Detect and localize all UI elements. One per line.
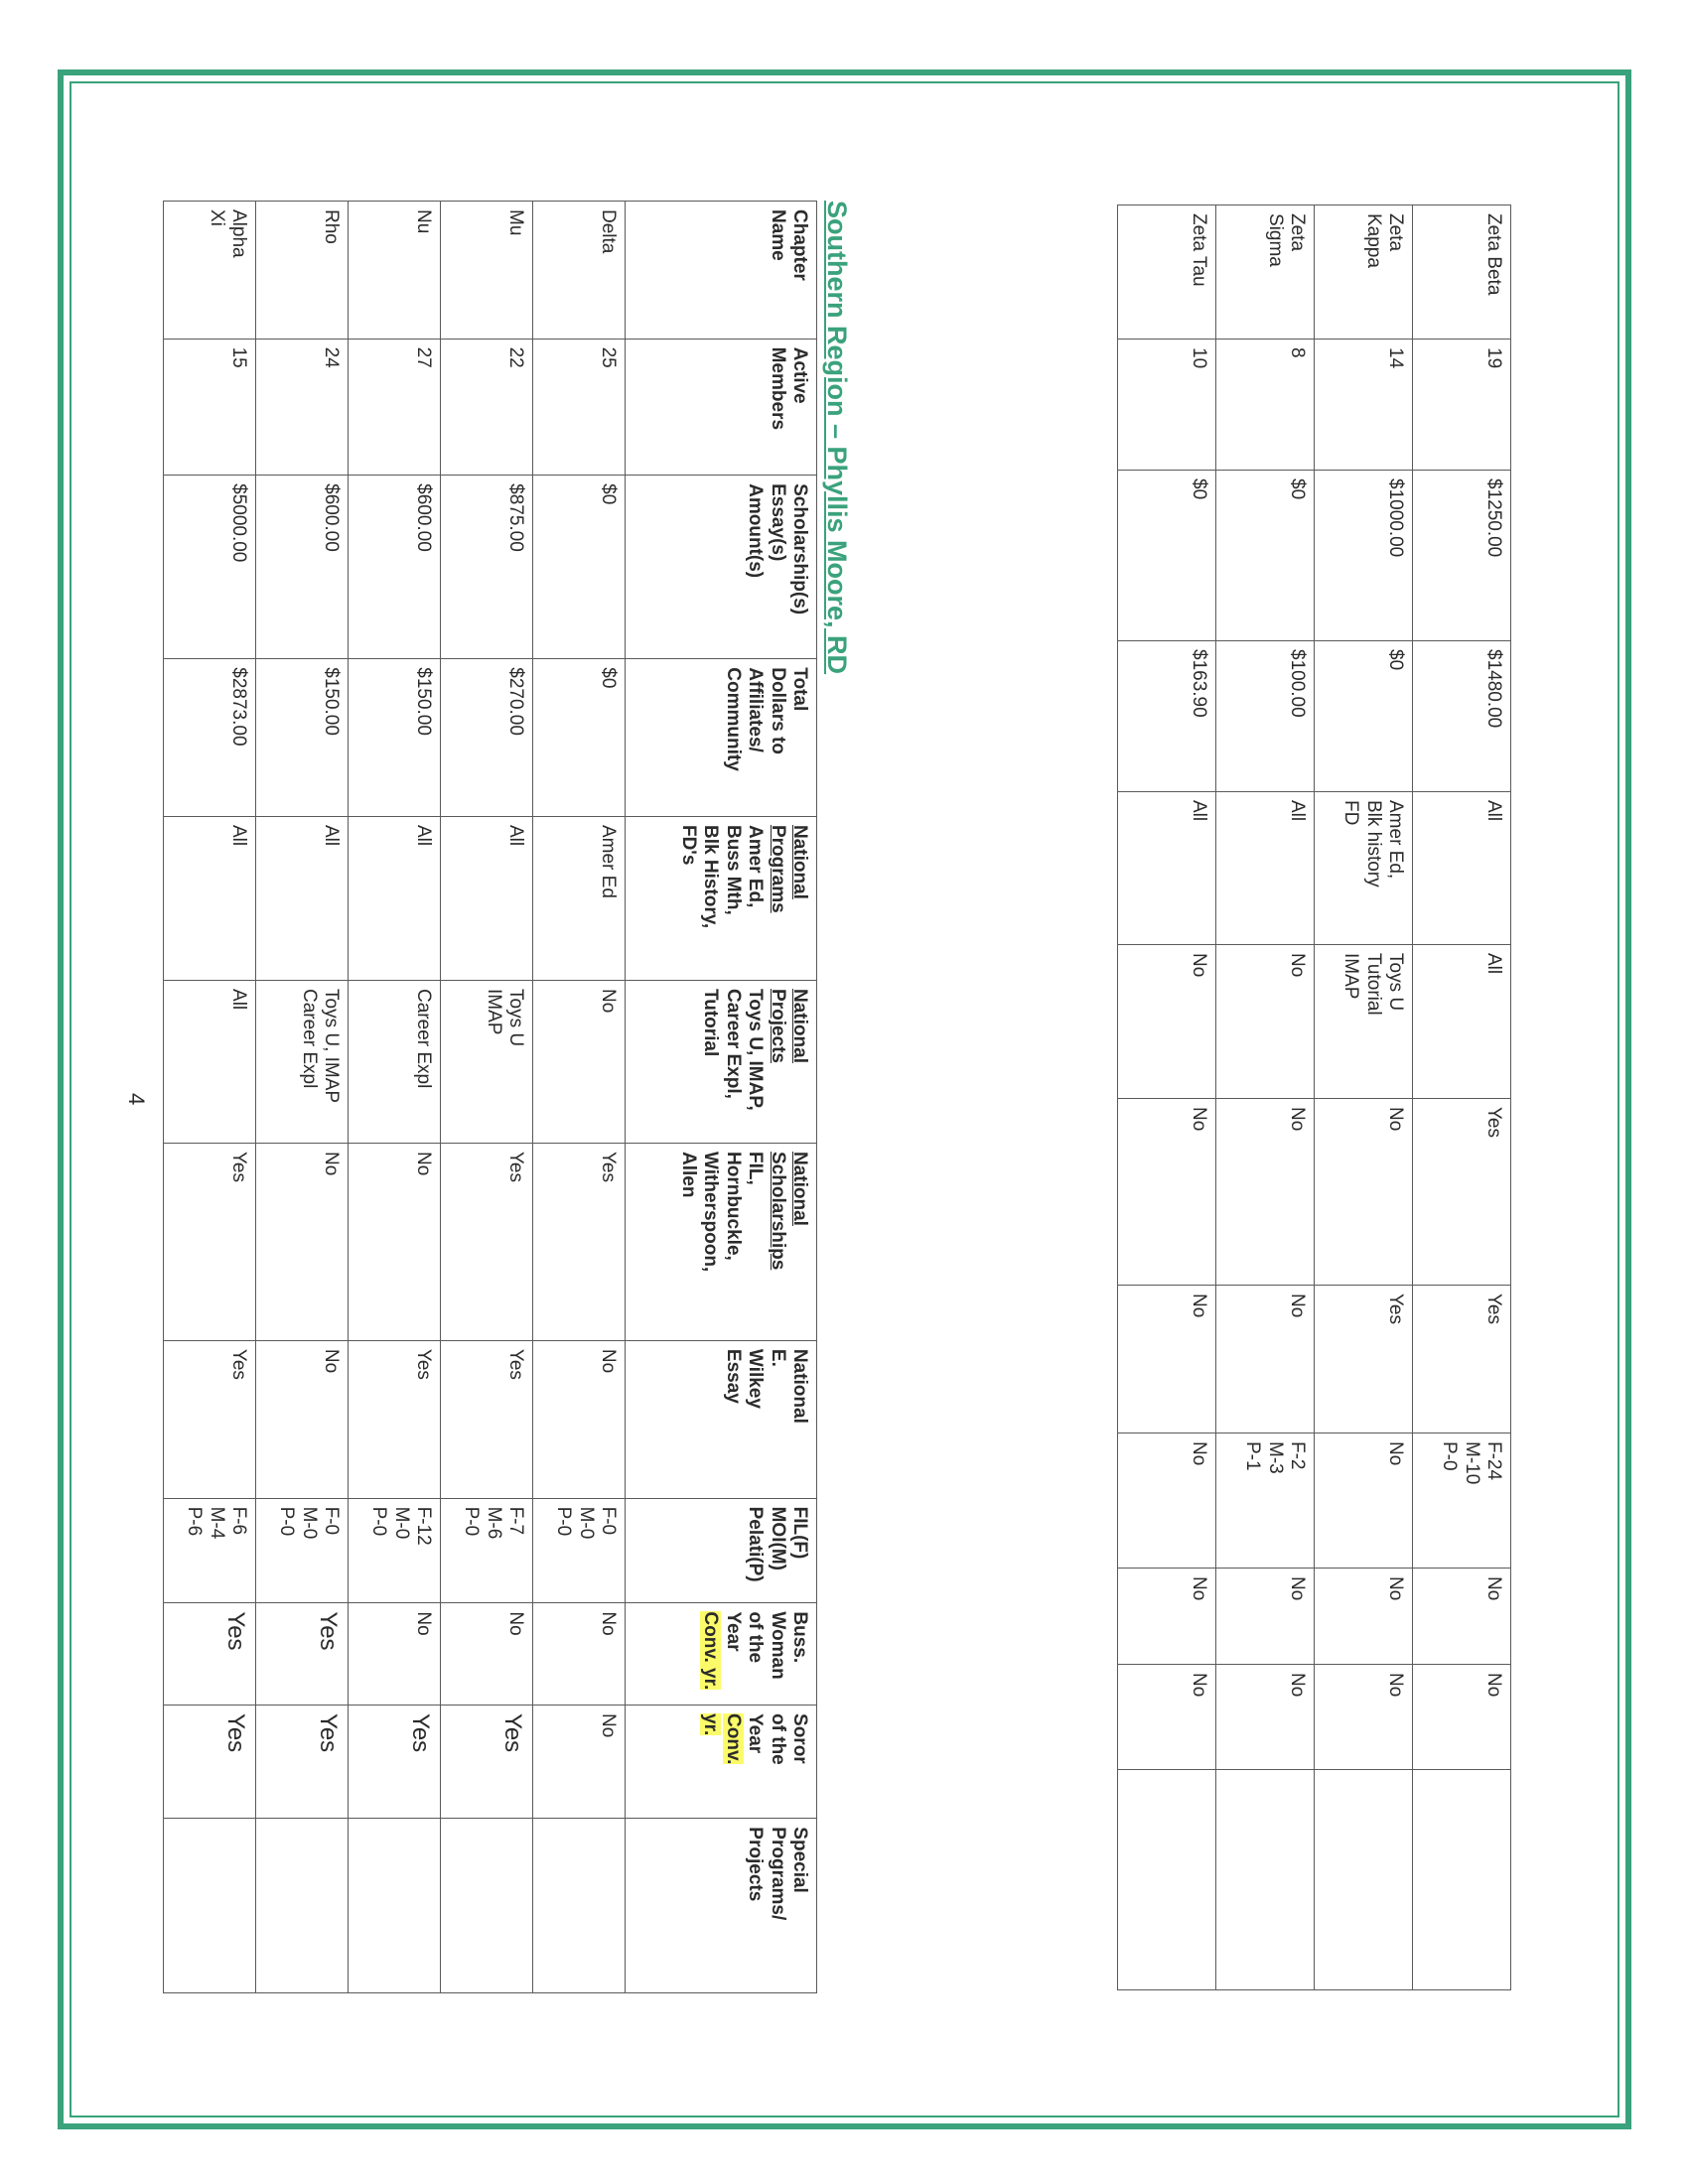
table-cell: $600.00: [349, 476, 441, 659]
table-cell: Amer Ed: [533, 816, 626, 980]
table-cell: 27: [349, 339, 441, 476]
table-cell: [256, 1819, 349, 1993]
table-cell: F-6 M-4 P-6: [164, 1498, 256, 1603]
table-cell: Yes: [256, 1706, 349, 1819]
table-cell: No: [441, 1603, 533, 1706]
table-cell: No: [1413, 1569, 1511, 1665]
header-buss-woman: [626, 1603, 817, 1706]
table-cell: $0: [1315, 641, 1413, 792]
table-row: [1216, 205, 1315, 1990]
table-cell: $5000.00: [164, 476, 256, 659]
table-cell: Yes: [164, 1706, 256, 1819]
header-chapter-name: Chapter Name: [626, 202, 817, 340]
table-row: [349, 202, 441, 1993]
table-cell: No: [533, 1706, 626, 1819]
table-cell: 10: [1118, 340, 1216, 471]
table-cell: No: [533, 981, 626, 1144]
table-cell: $1480.00: [1413, 641, 1511, 792]
table-cell: No: [256, 1144, 349, 1341]
table-cell: $163.90: [1118, 641, 1216, 792]
header-title: National Programs: [767, 824, 810, 913]
table-cell: No: [1315, 1099, 1413, 1286]
table-cell: Zeta Beta: [1413, 205, 1511, 340]
table-cell: All: [256, 816, 349, 980]
table-cell: 24: [256, 339, 349, 476]
table-cell: [349, 1819, 441, 1993]
table-cell: No: [1216, 1286, 1315, 1433]
header-soror-of-year: [626, 1706, 817, 1819]
table-cell: Rho: [256, 202, 349, 340]
table-cell: $270.00: [441, 659, 533, 817]
highlight-conv-yr: Conv. yr.: [700, 1713, 744, 1765]
table-cell: All: [349, 816, 441, 980]
header-title: Soror of the Year: [745, 1713, 810, 1765]
table-cell: Yes: [349, 1340, 441, 1498]
header-title: Buss. Woman of the Year: [722, 1611, 810, 1680]
table-cell: F-0 M-0 P-0: [256, 1498, 349, 1603]
table-cell: Yes: [441, 1706, 533, 1819]
table-cell: All: [164, 981, 256, 1144]
header-active-members: Active Members: [626, 339, 817, 476]
table-cell: All: [1413, 792, 1511, 945]
table-cell: $0: [1118, 471, 1216, 641]
table-cell: [1216, 1770, 1315, 1990]
table-cell: $0: [533, 659, 626, 817]
table-cell: $1000.00: [1315, 471, 1413, 641]
table-cell: No: [349, 1603, 441, 1706]
table-cell: All: [164, 816, 256, 980]
table-cell: [164, 1819, 256, 1993]
table-row: [256, 202, 349, 1993]
table-cell: Yes: [1413, 1286, 1511, 1433]
table-cell: $600.00: [256, 476, 349, 659]
table-row: [533, 202, 626, 1993]
header-subtitle: FIL, Hornbuckle, Witherspoon, Allen: [677, 1152, 767, 1273]
table-cell: No: [1315, 1569, 1413, 1665]
table-cell: F-0 M-0 P-0: [533, 1498, 626, 1603]
header-subtitle: Amer Ed, Buss Mth, Blk History, FD's: [677, 824, 767, 929]
table-cell: Yes: [256, 1603, 349, 1706]
table-header-row: [626, 202, 817, 1993]
table-cell: 14: [1315, 340, 1413, 471]
table-cell: F-2 M-3 P-1: [1216, 1433, 1315, 1569]
table-cell: F-24 M-10 P-0: [1413, 1433, 1511, 1569]
table-row: [164, 202, 256, 1993]
table-cell: No: [1118, 1433, 1216, 1569]
table-cell: Career Expl: [349, 981, 441, 1144]
table-cell: No: [1118, 1286, 1216, 1433]
table-cell: No: [1413, 1665, 1511, 1770]
table-cell: $150.00: [256, 659, 349, 817]
table-cell: Yes: [164, 1340, 256, 1498]
table-cell: All: [441, 816, 533, 980]
table-cell: Yes: [533, 1144, 626, 1341]
table-cell: Zeta Sigma: [1216, 205, 1315, 340]
table-cell: All: [1118, 792, 1216, 945]
header-subtitle: Toys U, IMAP, Career Expl, Tutorial: [700, 989, 767, 1111]
table-cell: Yes: [1413, 1099, 1511, 1286]
table-cell: [1315, 1770, 1413, 1990]
table-cell: Yes: [164, 1144, 256, 1341]
table-cell: No: [1216, 1569, 1315, 1665]
header-national-projects: [626, 981, 817, 1144]
table-cell: No: [533, 1603, 626, 1706]
table-cell: No: [533, 1340, 626, 1498]
table-row: [1413, 205, 1511, 1990]
table-cell: Delta: [533, 202, 626, 340]
table-cell: Toys U IMAP: [441, 981, 533, 1144]
table-cell: Toys U Tutorial IMAP: [1315, 945, 1413, 1099]
table-cell: Zeta Kappa: [1315, 205, 1413, 340]
table-cell: No: [1118, 945, 1216, 1099]
table-cell: [1118, 1770, 1216, 1990]
table-cell: No: [1315, 1433, 1413, 1569]
table-cell: Amer Ed, Blk history FD: [1315, 792, 1413, 945]
table-cell: No: [1118, 1099, 1216, 1286]
table-cell: Alpha Xi: [164, 202, 256, 340]
table-cell: 22: [441, 339, 533, 476]
table-cell: No: [1216, 1099, 1315, 1286]
table-cell: No: [256, 1340, 349, 1498]
table-cell: No: [1315, 1665, 1413, 1770]
header-title: National Projects: [767, 989, 810, 1063]
table-cell: [441, 1819, 533, 1993]
table-cell: $1250.00: [1413, 471, 1511, 641]
table-cell: No: [1216, 1665, 1315, 1770]
table-cell: 8: [1216, 340, 1315, 471]
table-row: [1118, 205, 1216, 1990]
table-cell: 15: [164, 339, 256, 476]
header-fil-moi-pelati: FIL(F) MOI(M) Pelati(P): [626, 1498, 817, 1603]
table-cell: Zeta Tau: [1118, 205, 1216, 340]
table-cell: 25: [533, 339, 626, 476]
table-cell: Nu: [349, 202, 441, 340]
table-cell: [533, 1819, 626, 1993]
table-cell: $0: [1216, 471, 1315, 641]
header-wilkey-essay: National E. Wilkey Essay: [626, 1340, 817, 1498]
region-title: Southern Region – Phyllis Moore, RD: [822, 201, 852, 675]
header-title: National Scholarships: [767, 1152, 810, 1271]
table-cell: Mu: [441, 202, 533, 340]
chapter-table-continued: [1117, 205, 1511, 1990]
header-special-programs: Special Programs/ Projects: [626, 1819, 817, 1993]
table-cell: All: [1413, 945, 1511, 1099]
header-national-scholarships: [626, 1144, 817, 1341]
header-scholarship-amounts: Scholarship(s) Essay(s) Amount(s): [626, 476, 817, 659]
highlight-conv-yr: Conv. yr.: [700, 1611, 722, 1691]
table-cell: Yes: [1315, 1286, 1413, 1433]
table-cell: Yes: [441, 1340, 533, 1498]
header-total-dollars: Total Dollars to Affiliates/ Community: [626, 659, 817, 817]
table-cell: F-12 M-0 P-0: [349, 1498, 441, 1603]
table-row: [441, 202, 533, 1993]
table-cell: No: [349, 1144, 441, 1341]
table-cell: No: [1216, 945, 1315, 1099]
table-cell: No: [1118, 1665, 1216, 1770]
southern-region-table: [163, 201, 817, 1993]
table-row: [1315, 205, 1413, 1990]
table-cell: Yes: [441, 1144, 533, 1341]
table-cell: No: [1118, 1569, 1216, 1665]
table-cell: [1413, 1770, 1511, 1990]
table-cell: All: [1216, 792, 1315, 945]
table-cell: Toys U, IMAP Career Expl: [256, 981, 349, 1144]
table-cell: $0: [533, 476, 626, 659]
page-number: 4: [124, 1093, 149, 1106]
table-cell: Yes: [349, 1706, 441, 1819]
table-cell: Yes: [164, 1603, 256, 1706]
table-cell: $100.00: [1216, 641, 1315, 792]
table-cell: F-7 M-6 P-0: [441, 1498, 533, 1603]
table-cell: $875.00: [441, 476, 533, 659]
table-cell: $2873.00: [164, 659, 256, 817]
header-national-programs: [626, 816, 817, 980]
table-cell: 19: [1413, 340, 1511, 471]
table-cell: $150.00: [349, 659, 441, 817]
